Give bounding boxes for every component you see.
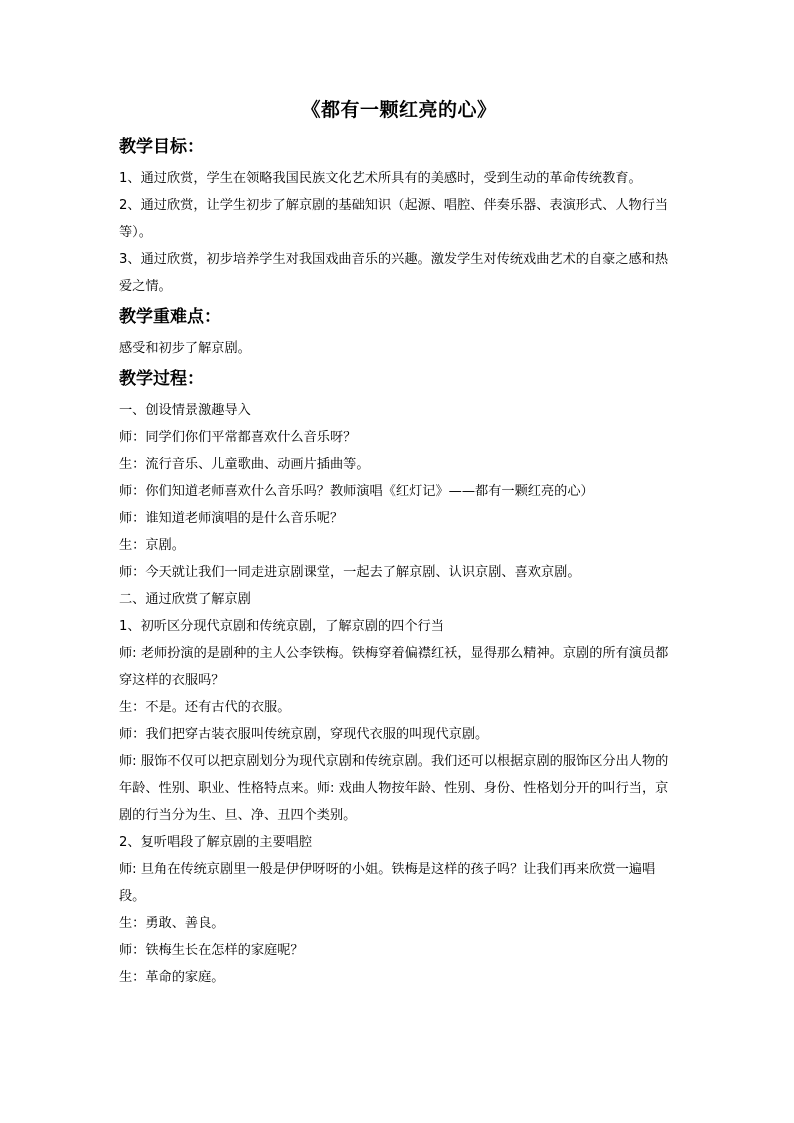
paragraph: 1、通过欣赏，学生在领略我国民族文化艺术所具有的美感时，受到生动的革命传统教育。 bbox=[119, 171, 642, 186]
paragraph: 二、通过欣赏了解京剧 bbox=[119, 592, 251, 607]
paragraph: 感受和初步了解京剧。 bbox=[119, 341, 251, 356]
paragraph: 生：勇敢、善良。 bbox=[119, 916, 225, 931]
paragraph: 2、通过欣赏，让学生初步了解京剧的基础知识（起源、唱腔、伴奏乐器、表演形式、人物行当等）。 bbox=[119, 198, 669, 240]
paragraph: 师：同学们你们平常都喜欢什么音乐呀？ bbox=[119, 430, 357, 445]
paragraph: 师：铁梅生长在怎样的家庭呢？ bbox=[119, 943, 304, 958]
paragraph: 1、初听区分现代京剧和传统京剧，了解京剧的四个行当 bbox=[119, 619, 444, 634]
paragraph: 3、通过欣赏，初步培养学生对我国戏曲音乐的兴趣。激发学生对传统戏曲艺术的自豪之感和热爱之情。 bbox=[119, 252, 669, 294]
paragraph: 师：我们把穿古装衣服叫传统京剧，穿现代衣服的叫现代京剧。 bbox=[119, 727, 489, 742]
section-heading: 教学目标： bbox=[119, 137, 204, 157]
paragraph: 师：今天就让我们一同走进京剧课堂，一起去了解京剧、认识京剧、喜欢京剧。 bbox=[119, 565, 581, 580]
paragraph: 师: 老师扮演的是剧种的主人公李铁梅。铁梅穿着偏襟红袄，显得那么精神。京剧的所有演员都穿这样的衣服吗？ bbox=[119, 646, 669, 688]
paragraph: 一、创设情景激趣导入 bbox=[119, 403, 251, 418]
document-page bbox=[119, 96, 679, 991]
section-key-points bbox=[119, 303, 679, 362]
document-title: 《都有一颗红亮的心》 bbox=[301, 99, 497, 121]
paragraph: 师：谁知道老师演唱的是什么音乐呢？ bbox=[119, 511, 344, 526]
section-heading: 教学过程： bbox=[119, 369, 204, 389]
paragraph: 生：革命的家庭。 bbox=[119, 970, 225, 985]
section-heading: 教学重难点： bbox=[119, 307, 221, 327]
paragraph: 师: 服饰不仅可以把京剧划分为现代京剧和传统京剧。我们还可以根据京剧的服饰区分出人物的年龄、性别、职业、性格特点来。师: 戏曲人物按年龄、性别、身份、性格划分开的叫行当，京剧的行当分为生、旦、净、丑四个类别。 bbox=[119, 754, 669, 823]
paragraph: 师: 旦角在传统京剧里一般是伊伊呀呀的小姐。铁梅是这样的孩子吗？让我们再来欣赏一遍唱段。 bbox=[119, 862, 656, 904]
paragraph: 2、复听唱段了解京剧的主要唱腔 bbox=[119, 835, 313, 850]
section-objectives bbox=[119, 133, 679, 300]
paragraph: 生：京剧。 bbox=[119, 538, 185, 553]
paragraph: 生：流行音乐、儿童歌曲、动画片插曲等。 bbox=[119, 457, 370, 472]
paragraph: 师：你们知道老师喜欢什么音乐吗？教师演唱《红灯记》——都有一颗红亮的心） bbox=[119, 484, 594, 499]
paragraph: 生：不是。还有古代的衣服。 bbox=[119, 700, 291, 715]
section-process bbox=[119, 365, 679, 991]
